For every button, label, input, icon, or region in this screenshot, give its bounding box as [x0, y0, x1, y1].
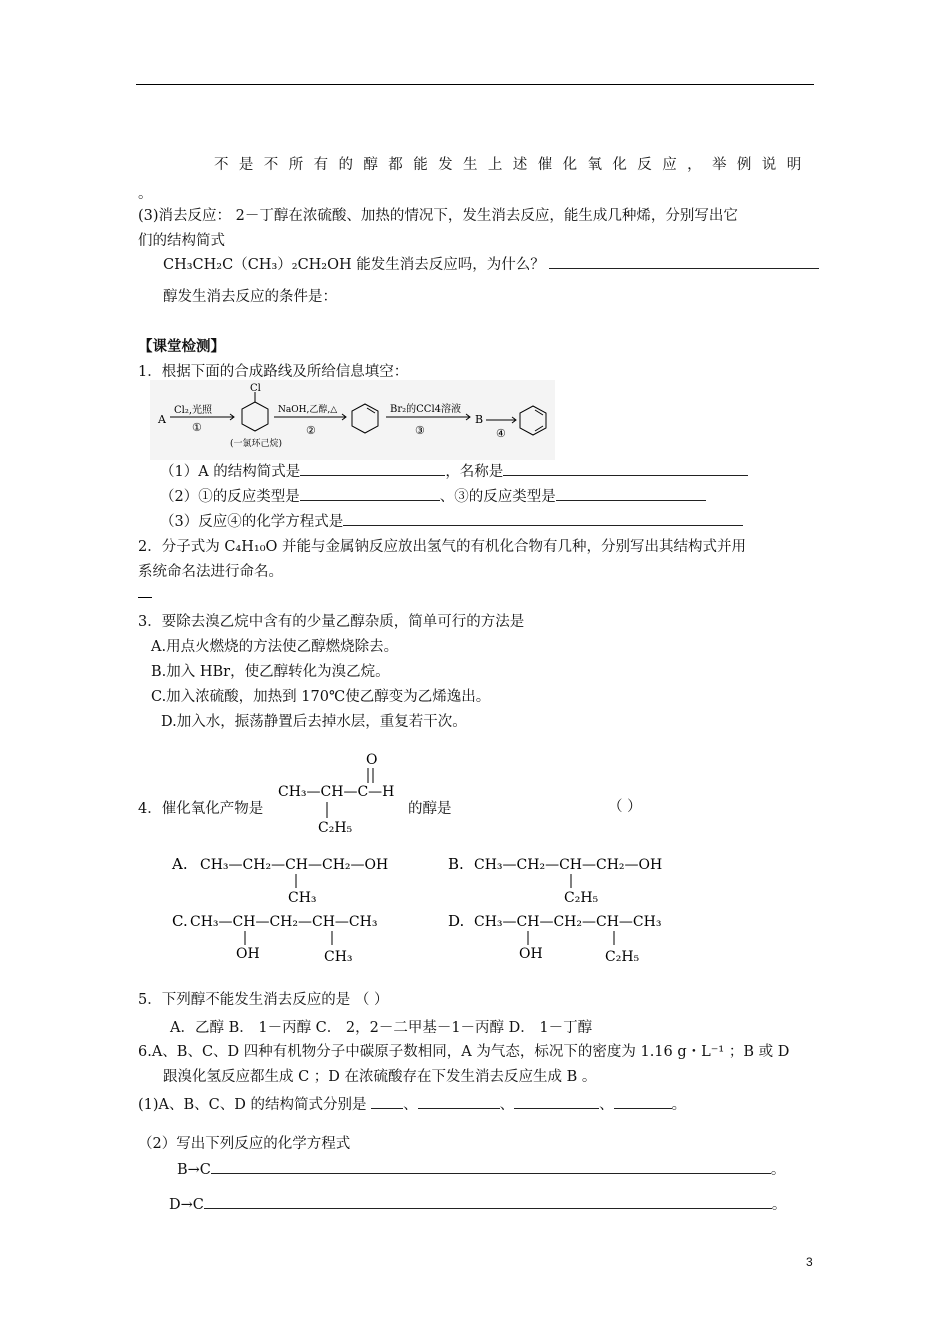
- q4-c-sub2: CH₃: [324, 949, 353, 965]
- q3-option-d: D.加入水，振荡静置后去掉水层，重复若干次。: [161, 714, 467, 730]
- intro-line: 不是不所有的醇都能发生上述催化氧化反应，举例说明: [214, 157, 812, 173]
- q4-d-main: CH₃—CH—CH₂—CH—CH₃: [474, 914, 662, 930]
- section-title: 【课堂检测】: [138, 338, 225, 355]
- q4-d-label: D.: [448, 912, 465, 930]
- q4-b-label: B.: [448, 855, 464, 873]
- section3-condition: 醇发生消去反应的条件是：: [163, 289, 337, 305]
- q2-short-rule: [138, 597, 152, 598]
- cl-label: Cl: [250, 383, 261, 394]
- q1-sub1: [160, 460, 748, 481]
- q6-line2: 跟溴化氢反应都生成 C ；D 在浓硫酸存在下发生消去反应生成 B 。: [163, 1069, 597, 1085]
- q4-a-label: A.: [172, 855, 188, 873]
- q6-dc-label: D→C: [169, 1197, 204, 1213]
- q4-d-sub2: C₂H₅: [605, 949, 640, 965]
- q2-line2: 系统命名法进行命名。: [138, 564, 283, 580]
- q4-oxygen: O: [366, 752, 378, 768]
- q4-ethyl: C₂H₅: [318, 820, 353, 836]
- header-rule: [136, 84, 814, 85]
- q4-aldehyde-structure: [278, 748, 410, 838]
- q3-option-a: A.用点火燃烧的方法使乙醇燃烧除去。: [151, 639, 399, 655]
- scheme-start: A: [158, 413, 166, 426]
- scheme-r1-number: ①: [192, 421, 202, 434]
- q6-a-blank[interactable]: [371, 1094, 403, 1109]
- q6-dc-end: 。: [771, 1197, 787, 1213]
- q6-bc-label: B→C: [177, 1162, 211, 1178]
- q1-sub2-label: （2）①的反应类型是: [160, 489, 300, 505]
- q1-stem: 1．根据下面的合成路线及所给信息填空：: [138, 364, 409, 380]
- q6-c-blank[interactable]: [514, 1094, 599, 1109]
- q4-c-main: CH₃—CH—CH₂—CH—CH₃: [190, 914, 378, 930]
- section3-line1: (3)消去反应： 2－丁醇在浓硫酸、加热的情况下，发生消去反应，能生成几种烯，分别写出它: [138, 208, 738, 224]
- intro-line-end: 。: [138, 186, 153, 202]
- q6-reaction-bc: [177, 1158, 785, 1179]
- q4-answer-paren[interactable]: （ ）: [608, 799, 642, 815]
- q6-line4: （2）写出下列反应的化学方程式: [138, 1136, 351, 1152]
- q1-sub2: [160, 485, 706, 506]
- q6-bc-equation-blank[interactable]: [211, 1159, 771, 1174]
- q3-option-b: B.加入 HBr，使乙醇转化为溴乙烷。: [151, 664, 390, 680]
- scheme-r3-number: ③: [415, 424, 425, 437]
- q1-sub3: [160, 510, 743, 531]
- scheme-r3-reagent: Br₂的CCl4溶液: [390, 404, 462, 415]
- q6-line3-label: (1)A、B、C、D 的结构简式分别是: [138, 1097, 367, 1113]
- q5-stem: 5．下列醇不能发生消去反应的是 （ ）: [138, 992, 389, 1008]
- q1-sub3-label: （3）反应④的化学方程式是: [160, 514, 344, 530]
- q6-reaction-dc: [169, 1193, 786, 1214]
- q1-sub2-label-b: 、③的反应类型是: [439, 489, 556, 505]
- q6-sep-2: 、: [499, 1097, 515, 1113]
- q4-stem: 4．催化氧化产物是: [138, 801, 264, 817]
- section3-line2: 们的结构简式: [138, 233, 225, 249]
- answer-blank[interactable]: [549, 254, 819, 269]
- q3-stem: 3．要除去溴乙烷中含有的少量乙醇杂质，简单可行的方法是: [138, 614, 525, 630]
- q6-b-blank[interactable]: [418, 1094, 500, 1109]
- q4-b-main: CH₃—CH₂—CH—CH₂—OH: [474, 857, 663, 873]
- q4-d-sub1: OH: [519, 946, 543, 962]
- section3-question: [163, 253, 819, 274]
- q6-bc-end: 。: [770, 1162, 786, 1178]
- q4-a-main: CH₃—CH₂—CH—CH₂—OH: [200, 857, 389, 873]
- q1-a-structure-blank[interactable]: [300, 461, 445, 476]
- q1-sub1-label: （1）A 的结构简式是: [160, 464, 301, 480]
- q6-dc-equation-blank[interactable]: [204, 1194, 772, 1209]
- q4-a-sub: CH₃: [288, 890, 317, 906]
- q1-a-name-blank[interactable]: [503, 461, 748, 476]
- scheme-r4-number: ④: [496, 427, 506, 440]
- q1-sub1-name-label: ，名称是: [445, 464, 504, 480]
- scheme-r2-number: ②: [306, 424, 316, 437]
- q4-stem-end: 的醇是: [408, 801, 452, 817]
- scheme-r2-reagent: NaOH,乙醇,△: [278, 405, 338, 415]
- synthesis-scheme: [150, 380, 555, 460]
- q4-c-sub1: OH: [236, 946, 260, 962]
- q4-main-chain: CH₃—CH—C—H: [278, 784, 395, 800]
- q2-line1: 2．分子式为 C₄H₁₀O 并能与金属钠反应放出氢气的有机化合物有几种，分别写出其结构式并用: [138, 539, 747, 555]
- q6-sep-3: 、: [599, 1097, 614, 1113]
- scheme-r1-reagent: Cl₂,光照: [174, 405, 213, 416]
- q6-line1: 6.A、B、C、D 四种有机物分子中碳原子数相同，A 为气态，标况下的密度为 1.16 g・L⁻¹ ；B 或 D: [138, 1044, 790, 1060]
- q4-b-sub: C₂H₅: [564, 890, 599, 906]
- section3-question-text: CH₃CH₂C（CH₃）₂CH₂OH 能发生消去反应吗，为什么？: [163, 257, 545, 273]
- page-number: 3: [806, 1255, 813, 1269]
- product-name: (一氯环己烷): [230, 439, 283, 449]
- q1-r1-type-blank[interactable]: [300, 486, 440, 501]
- scheme-mid: B: [475, 413, 484, 426]
- q6-sep-1: 、: [403, 1097, 418, 1113]
- q6-line3: [138, 1093, 686, 1114]
- q6-d-blank[interactable]: [614, 1094, 672, 1109]
- q4-c-label: C.: [172, 912, 188, 930]
- q1-r3-type-blank[interactable]: [556, 486, 706, 501]
- q6-line3-end: 。: [671, 1097, 687, 1113]
- q1-r4-equation-blank[interactable]: [343, 511, 743, 526]
- q4-options: [168, 850, 688, 970]
- q5-options: A．乙醇 B． 1－丙醇 C． 2，2－二甲基－1－丙醇 D． 1－丁醇: [170, 1020, 593, 1036]
- q3-option-c: C.加入浓硫酸，加热到 170℃使乙醇变为乙烯逸出。: [151, 689, 491, 705]
